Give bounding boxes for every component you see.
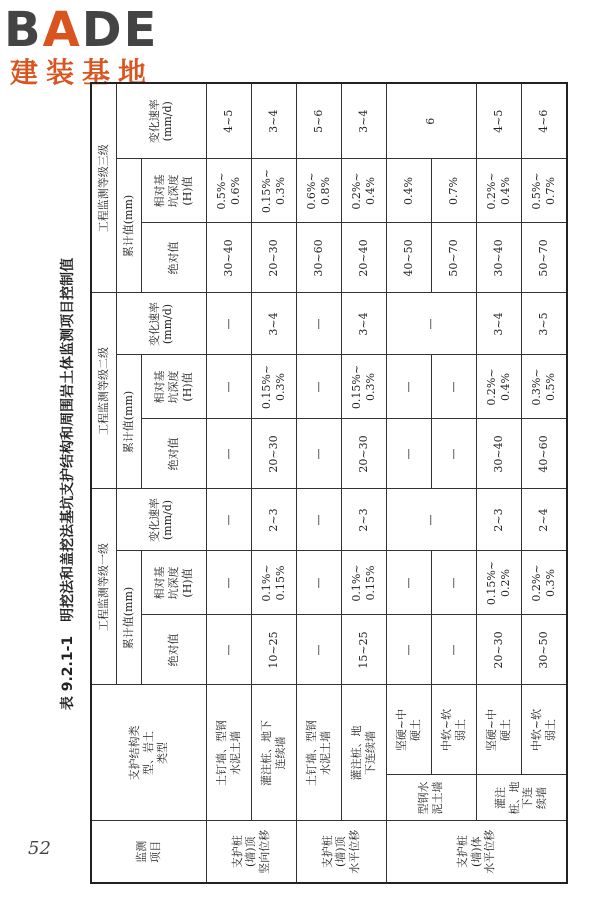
row-struct: 坚硬~中 硬土 (386, 685, 431, 775)
header-level1: 工程监测等级一级 (91, 489, 116, 685)
cell: 0.5%~ 0.7% (521, 159, 567, 223)
group-vertical-disp: 支护桩 (墙)顶 竖向位移 (206, 821, 296, 883)
cell: 20~40 (341, 223, 386, 293)
cell: — (206, 355, 251, 419)
group-body-disp: 支护桩 (墙)体 水平位移 (386, 821, 567, 883)
cell: 0.2%~ 0.4% (476, 355, 521, 419)
row-struct: 中软~软 弱土 (431, 685, 476, 775)
cell: — (431, 615, 476, 685)
cell: — (386, 355, 431, 419)
cell: 50~70 (431, 223, 476, 293)
header-cum-l1: 累计值(mm) (116, 551, 141, 685)
header-cum-l3: 累计值(mm) (116, 159, 141, 293)
cell: 30~40 (206, 223, 251, 293)
row-struct: 中软~软 弱土 (521, 685, 567, 775)
cell: 3~4 (251, 83, 296, 159)
cell: 2~3 (251, 489, 296, 551)
cell: 0.7% (431, 159, 476, 223)
cell: 4~5 (476, 83, 521, 159)
cell: 2~3 (476, 489, 521, 551)
header-rate-l3: 变化速率 (mm/d) (116, 83, 206, 159)
cell: 0.3%~ 0.5% (521, 355, 567, 419)
cell: — (386, 551, 431, 615)
cell: 3~4 (341, 293, 386, 355)
cell: 0.1%~ 0.15% (251, 551, 296, 615)
header-abs-l2: 绝对值 (141, 419, 206, 489)
cell: — (296, 489, 341, 551)
cell: — (206, 419, 251, 489)
cell: 40~60 (521, 419, 567, 489)
cell: 2~3 (341, 489, 386, 551)
cell: — (206, 551, 251, 615)
cell: 3~4 (476, 293, 521, 355)
table-title: 表 9.2.1-1 明挖法和盖挖法基坑支护结构和周围岩土体监测项目控制值 (60, 257, 76, 711)
header-rel-l1: 相对基 坑深度 (H)值 (141, 551, 206, 615)
cell: 0.2%~ 0.4% (476, 159, 521, 223)
cell: — (386, 615, 431, 685)
table-row (296, 83, 341, 883)
header-level3: 工程监测等级三级 (91, 83, 116, 293)
row-struct: 灌注桩、地下 连续墙 (251, 685, 296, 821)
control-value-table (90, 82, 568, 884)
cell: 0.15%~ 0.2% (476, 551, 521, 615)
cell: 30~50 (521, 615, 567, 685)
header-abs-l3: 绝对值 (141, 223, 206, 293)
header-abs-l1: 绝对值 (141, 615, 206, 685)
cell: — (206, 489, 251, 551)
logo-wordmark: BADE (4, 2, 159, 58)
cell: — (296, 293, 341, 355)
cell: 0.1%~ 0.15% (341, 551, 386, 615)
header-item: 监测 项目 (91, 821, 206, 883)
cell: 3~4 (341, 83, 386, 159)
cell: 6 (386, 83, 476, 159)
cell: 3~4 (251, 293, 296, 355)
cell: 30~60 (296, 223, 341, 293)
cell: 0.15%~ 0.3% (341, 355, 386, 419)
header-row-levels (91, 83, 116, 883)
cell: 0.5%~ 0.6% (206, 159, 251, 223)
cell: 2~4 (521, 489, 567, 551)
row-struct: 土钉墙、型钢 水泥土墙 (206, 685, 251, 821)
group-horizontal-disp: 支护桩 (墙)顶 水平位移 (296, 821, 386, 883)
table-row (251, 83, 296, 883)
row-struct: 坚硬~中 硬土 (476, 685, 521, 775)
sub-pile-wall: 灌注 桩、地 下连 续墙 (476, 775, 567, 821)
cell: — (386, 489, 476, 551)
table-row (521, 83, 567, 883)
header-rel-l2: 相对基 坑深度 (H)值 (141, 355, 206, 419)
cell: 50~70 (521, 223, 567, 293)
row-struct: 灌注桩、地 下连续墙 (341, 685, 386, 821)
cell: 0.6%~ 0.8% (296, 159, 341, 223)
table-row (206, 83, 251, 883)
cell: 20~30 (251, 223, 296, 293)
header-rate-l2: 变化速率 (mm/d) (116, 293, 206, 355)
cell: 0.2%~ 0.4% (341, 159, 386, 223)
table-row (476, 83, 521, 883)
header-rel-l3: 相对基 坑深度 (H)值 (141, 159, 206, 223)
cell: 10~25 (251, 615, 296, 685)
cell: 4~6 (521, 83, 567, 159)
cell: — (206, 615, 251, 685)
cell: 3~5 (521, 293, 567, 355)
cell: 0.15%~ 0.3% (251, 159, 296, 223)
cell: 20~30 (341, 419, 386, 489)
cell: — (386, 419, 431, 489)
cell: 30~40 (476, 419, 521, 489)
header-rate-l1: 变化速率 (mm/d) (116, 489, 206, 551)
cell: 0.15%~ 0.3% (251, 355, 296, 419)
cell: 0.4% (386, 159, 431, 223)
row-struct: 土钉墙、型钢 水泥土墙 (296, 685, 341, 821)
cell: — (431, 355, 476, 419)
cell: — (431, 419, 476, 489)
cell: — (296, 551, 341, 615)
cell: — (296, 419, 341, 489)
header-cum-l2: 累计值(mm) (116, 355, 141, 489)
logo (4, 2, 184, 94)
logo-subtitle: 建装基地 (10, 56, 155, 89)
rotated-page (50, 84, 570, 884)
table-row (341, 83, 386, 883)
cell: 4~5 (206, 83, 251, 159)
cell: 40~50 (386, 223, 431, 293)
sub-steel-wall: 型钢水 泥土墙 (386, 775, 476, 821)
cell: 30~40 (476, 223, 521, 293)
cell: 5~6 (296, 83, 341, 159)
cell: — (296, 355, 341, 419)
header-level2: 工程监测等级二级 (91, 293, 116, 489)
cell: — (431, 551, 476, 615)
page-number: 52 (28, 838, 51, 859)
cell: 15~25 (341, 615, 386, 685)
table-row (386, 83, 431, 883)
table-row (431, 83, 476, 883)
cell: 0.2%~ 0.3% (521, 551, 567, 615)
cell: 20~30 (251, 419, 296, 489)
cell: 20~30 (476, 615, 521, 685)
cell: — (386, 293, 476, 355)
cell: — (206, 293, 251, 355)
cell: — (296, 615, 341, 685)
header-struct: 支护结构类 型、岩土 类型 (91, 685, 206, 821)
